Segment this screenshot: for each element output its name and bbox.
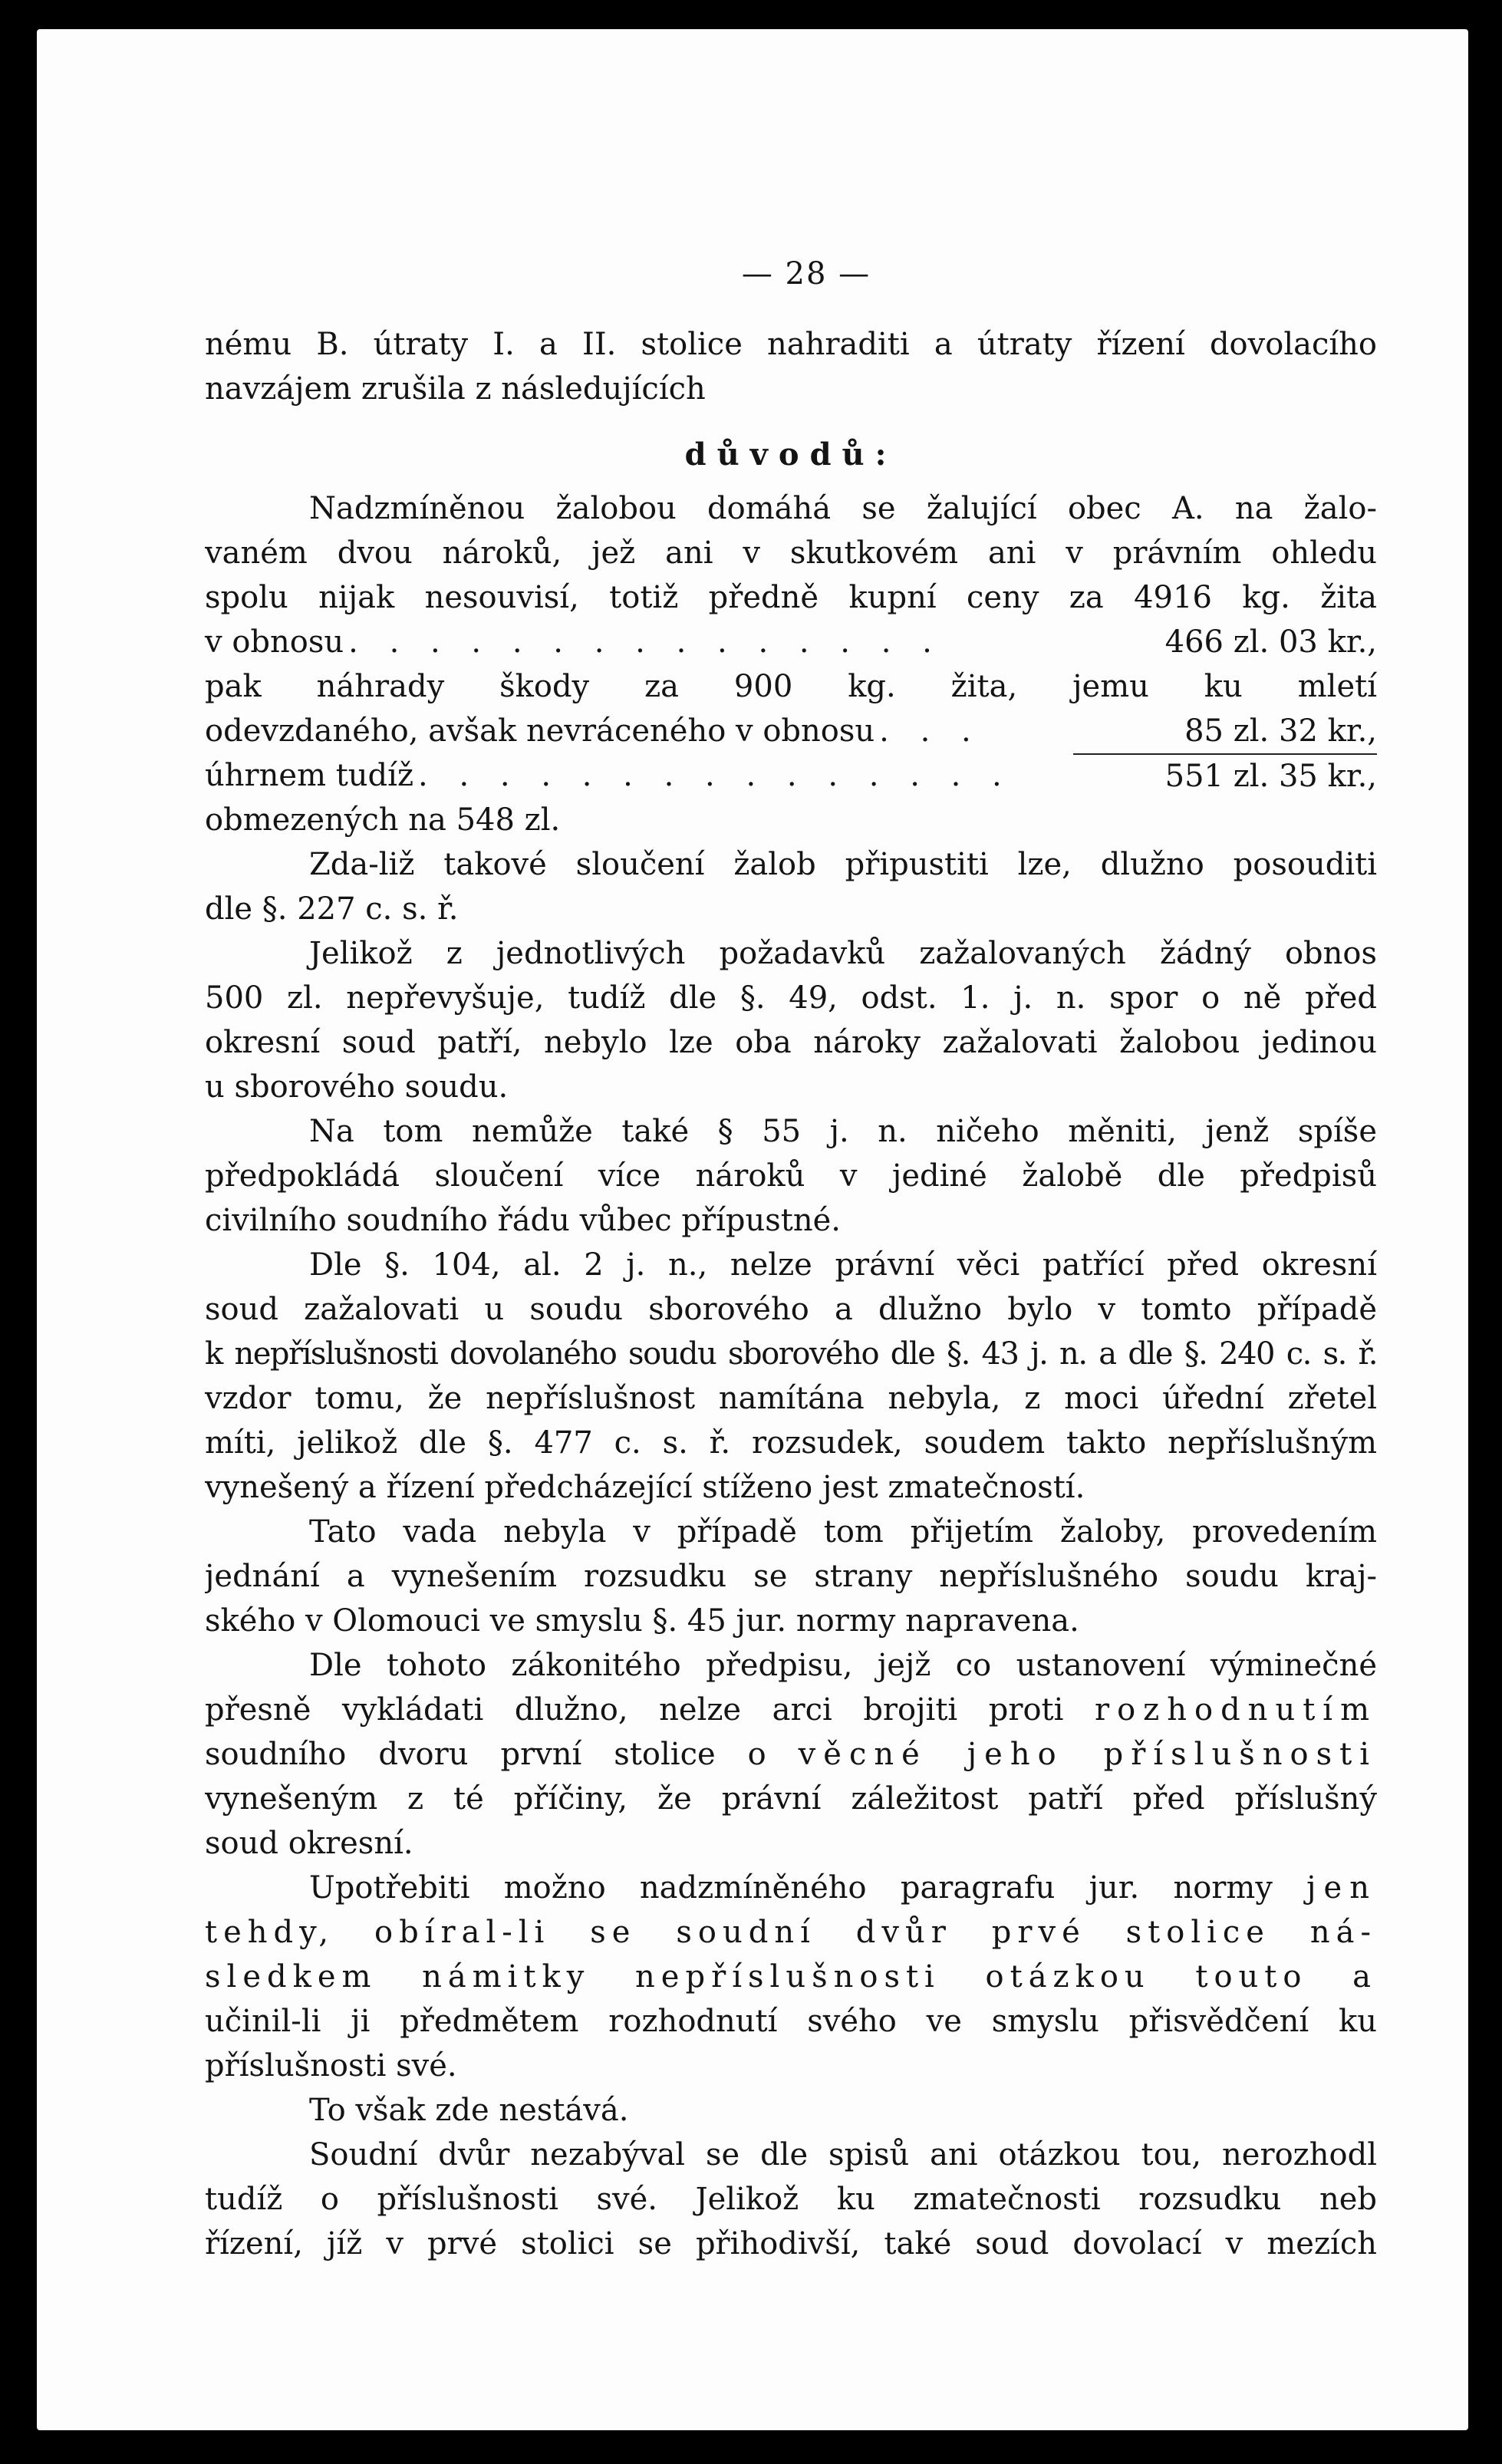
paragraph-9: [205, 2088, 1377, 2133]
claim-amount: 466 zl. 03 kr.,: [1164, 624, 1377, 660]
text-line: řízení, jíž v prvé stolici se přihodivší, také soud dovolací v mezích: [205, 2226, 1377, 2261]
paragraph-5: [205, 1243, 1377, 1510]
text-line: dle §. 227 c. s. ř.: [205, 891, 459, 927]
page-number: — 28 —: [741, 256, 871, 292]
text-line: Nadzmíněnou žalobou domáhá se žalující obec A. na žalo-: [309, 491, 1377, 526]
text-line: u sborového soudu.: [205, 1069, 509, 1105]
claim-label: v obnosu: [205, 624, 344, 660]
text-line: k nepříslušnosti dovolaného soudu sborového dle §. 43 j. n. a dle §. 240 c. s. ř.: [205, 1336, 1377, 1372]
dot-leader: . . .: [879, 713, 982, 749]
text-span: přesně vykládati dlužno, nelze arci brojiti proti: [205, 1692, 1064, 1728]
text-line: předpokládá sloučení více nároků v jediné žalobě dle předpisů: [205, 1158, 1377, 1194]
text-line: [205, 1955, 1377, 1999]
text-line: jednání a vynešením rozsudku se strany nepříslušného soudu kraj-: [205, 1559, 1377, 1594]
text-line: míti, jelikož dle §. 477 c. s. ř. rozsudek, soudem takto nepříslušným: [205, 1425, 1377, 1461]
emphasized-text: rozhodnutím: [1094, 1692, 1377, 1728]
page-content: [205, 252, 1377, 2266]
text-line: Soudní dvůr nezabýval se dle spisů ani otázkou tou, nerozhodl: [309, 2137, 1377, 2172]
text-line: [205, 1732, 1377, 1777]
paragraph-2: [205, 842, 1377, 931]
paragraph-6: [205, 1510, 1377, 1643]
paragraph-10: [205, 2133, 1377, 2266]
text-line: Na tom nemůže také § 55 j. n. ničeho měniti, jenž spíše: [309, 1114, 1377, 1149]
claim-row-damages: [205, 709, 1377, 753]
claim-total-amount: 551 zl. 35 kr.,: [1073, 753, 1377, 798]
text-line: Dle §. 104, al. 2 j. n., nelze právní věci patřící před okresní: [309, 1247, 1377, 1283]
text-line: civilního soudního řádu vůbec přípustné.: [205, 1203, 842, 1238]
emphasized-text: jen: [1306, 1870, 1377, 1906]
claim-row-total: [205, 753, 1377, 798]
emphasized-text: věcné jeho příslušnosti: [798, 1737, 1377, 1772]
text-line: [205, 1688, 1377, 1732]
text-line: To však zde nestává.: [309, 2093, 629, 2128]
text-line: učinil-li ji předmětem rozhodnutí svého ve smyslu přisvědčení ku: [205, 2004, 1377, 2039]
paragraph-1: [205, 486, 1377, 842]
text-line: Tato vada nebyla v případě tom přijetím žaloby, provedením: [309, 1514, 1377, 1550]
dot-leader: . . . . . . . . . . . . . . .: [348, 624, 943, 660]
text-line: soud okresní.: [205, 1826, 413, 1861]
claim-label: úhrnem tudíž: [205, 758, 414, 793]
paragraph-8: [205, 1866, 1377, 2088]
text-line: příslušnosti své.: [205, 2048, 457, 2084]
text-line: vaném dvou nároků, jež ani v skutkovém ani v právním ohledu: [205, 535, 1377, 571]
claim-label: odevzdaného, avšak nevráceného v obnosu: [205, 713, 875, 749]
text-line: vynešeným z té příčiny, že právní záležitost patří před příslušný: [205, 1781, 1377, 1817]
text-line: navzájem zrušila z následujících: [205, 371, 706, 407]
text-line: Jelikož z jednotlivých požadavků zažalovaných žádný obnos: [309, 936, 1377, 971]
text-line: Zda-liž takové sloučení žalob připustiti lze, dlužno posouditi: [309, 847, 1377, 882]
text-line: vynešený a řízení předcházející stíženo jest zmatečností.: [205, 1470, 1085, 1505]
paragraph-7: [205, 1643, 1377, 1866]
claim-amount: 85 zl. 32 kr.,: [1184, 713, 1377, 749]
opening-paragraph: [205, 322, 1377, 411]
paragraph-4: [205, 1109, 1377, 1243]
text-span: a: [1352, 1959, 1377, 1995]
text-line: nému B. útraty I. a II. stolice nahraditi a útraty řízení dovolacího: [205, 327, 1377, 362]
text-line: obmezených na 548 zl.: [205, 802, 561, 838]
text-line: soud zažalovati u soudu sborového a dlužno bylo v tomto případě: [205, 1292, 1377, 1327]
text-span: soudního dvoru první stolice o: [205, 1737, 766, 1772]
text-line: ského v Olomouci ve smyslu §. 45 jur. normy napravena.: [205, 1603, 1079, 1639]
emphasized-text-line: tehdy, obíral-li se soudní dvůr prvé stolice ná-: [205, 1915, 1377, 1950]
text-line: 500 zl. nepřevyšuje, tudíž dle §. 49, odst. 1. j. n. spor o ně před: [205, 980, 1377, 1016]
text-line: spolu nijak nesouvisí, totiž předně kupní ceny za 4916 kg. žita: [205, 580, 1377, 615]
claim-row-grain-price: [205, 620, 1377, 664]
text-line: okresní soud patří, nebylo lze oba nároky zažalovati žalobou jedinou: [205, 1025, 1377, 1060]
emphasized-text: sledkem námitky nepříslušnosti otázkou touto: [205, 1959, 1308, 1995]
paper-sheet: [37, 29, 1468, 2430]
text-line: pak náhrady škody za 900 kg. žita, jemu ku mletí: [205, 669, 1377, 704]
text-span: Upotřebiti možno nadzmíněného paragrafu jur. normy: [309, 1870, 1273, 1906]
text-line: vzdor tomu, že nepříslušnost namítána nebyla, z moci úřední zřetel: [205, 1381, 1377, 1416]
section-heading: důvodů:: [684, 436, 898, 473]
text-line: [205, 1866, 1377, 1910]
dot-leader: . . . . . . . . . . . . . . .: [418, 758, 1013, 793]
text-line: tudíž o příslušnosti své. Jelikož ku zmatečnosti rozsudku neb: [205, 2182, 1377, 2217]
paragraph-3: [205, 931, 1377, 1109]
text-line: Dle tohoto zákonitého předpisu, jejž co ustanovení výminečné: [309, 1648, 1377, 1683]
